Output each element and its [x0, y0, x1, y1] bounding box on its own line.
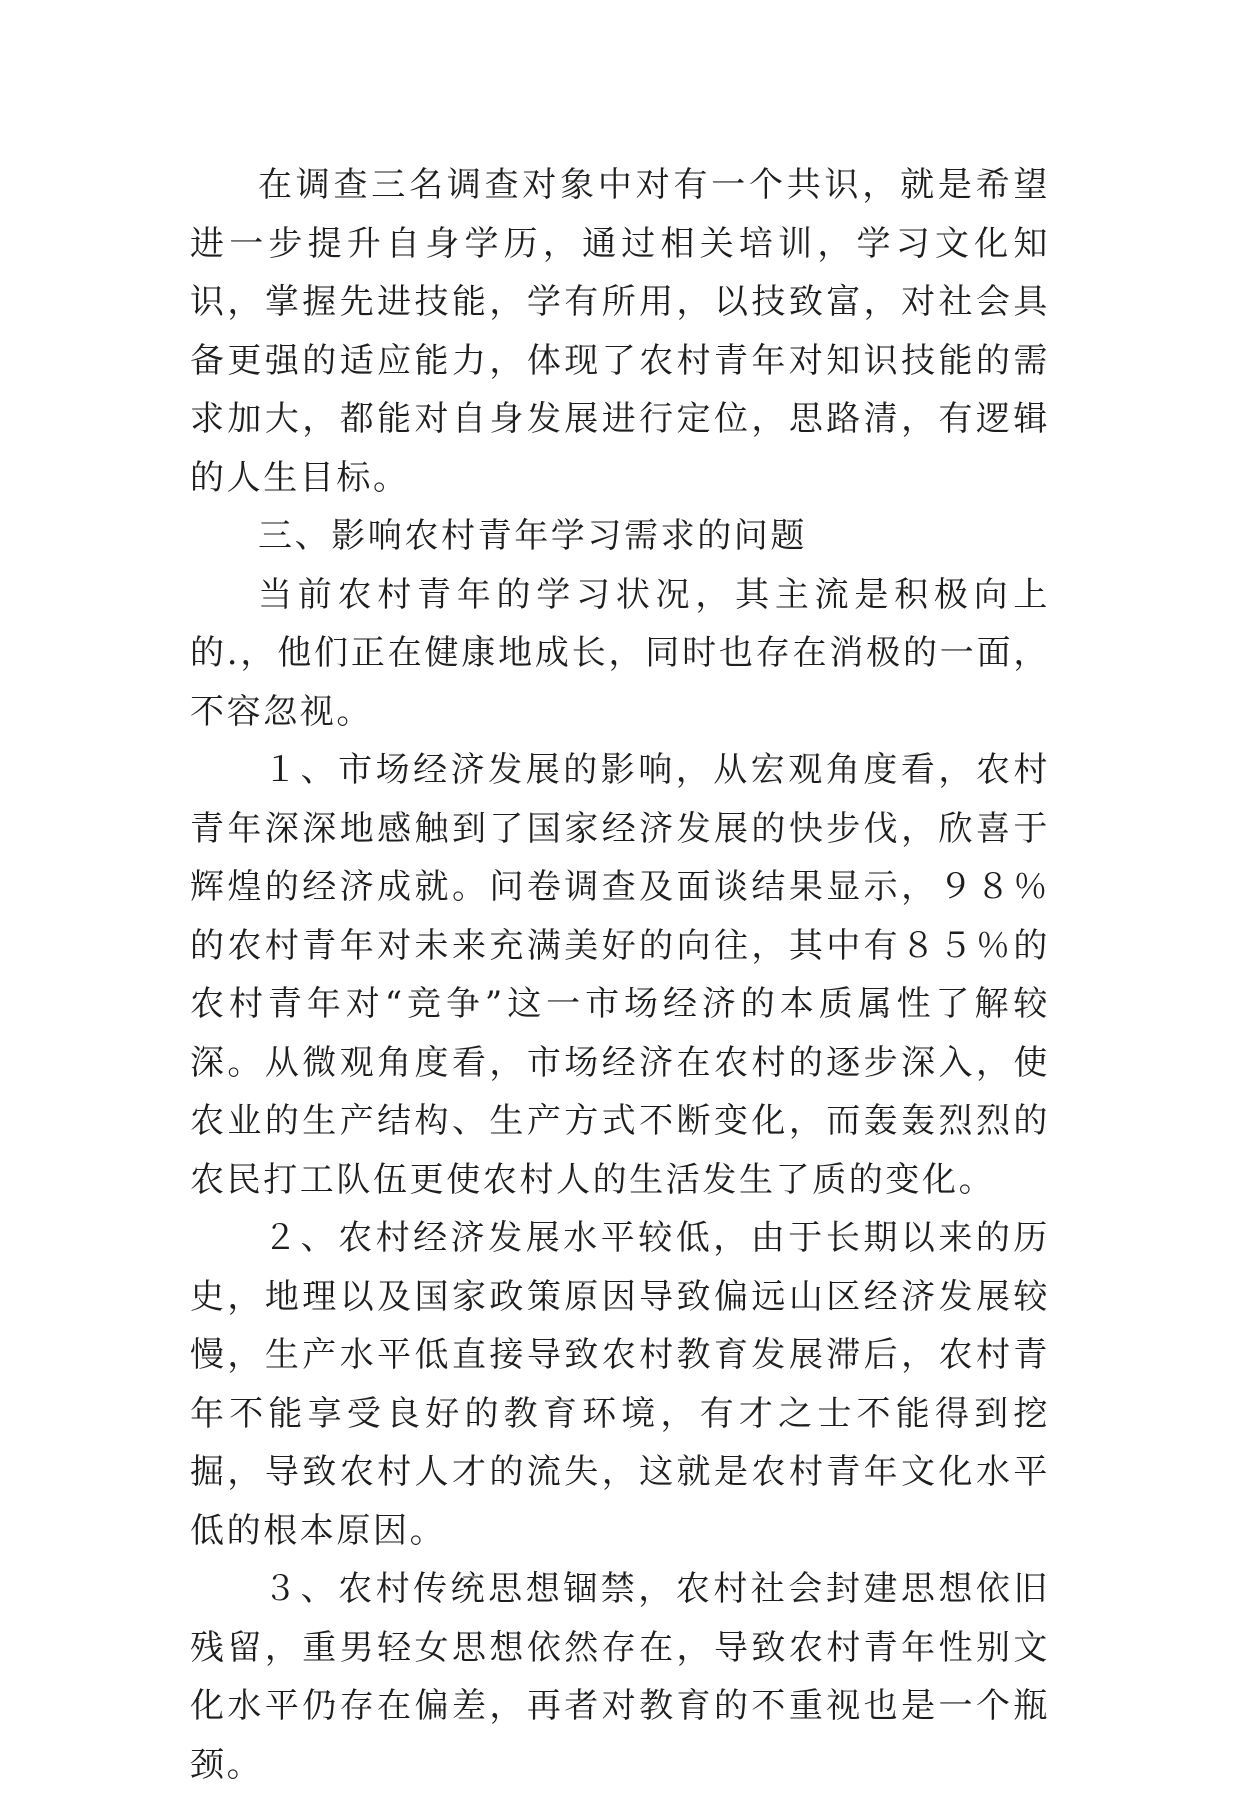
document-body [190, 156, 1050, 1794]
paragraph-status: 当前农村青年的学习状况，其主流是积极向上的.，他们正在健康地成长，同时也存在消极的一面，不容忽视。 [190, 574, 1050, 732]
paragraph-point-2: ２、农村经济发展水平较低，由于长期以来的历史，地理以及国家政策原因导致偏远山区经济发展较慢，生产水平低直接导致农村教育发展滞后，农村青年不能享受良好的教育环境，有才之士不能得到挖掘，导致农村人才的流失，这就是农村青年文化水平低的根本原因。 [190, 1218, 1050, 1551]
section-heading: 三、影响农村青年学习需求的问题 [258, 516, 807, 556]
paragraph-point-3: ３、农村传统思想锢禁，农村社会封建思想依旧残留，重男轻女思想依然存在，导致农村青年性别文化水平仍存在偏差，再者对教育的不重视也是一个瓶颈。 [190, 1569, 1050, 1785]
paragraph-consensus: 在调查三名调查对象中对有一个共识，就是希望进一步提升自身学历，通过相关培训，学习文化知识，掌握先进技能，学有所用，以技致富，对社会具备更强的适应能力，体现了农村青年对知识技能的需求加大，都能对自身发展进行定位，思路清，有逻辑的人生目标。 [190, 165, 1050, 498]
paragraph-point-1: １、市场经济发展的影响，从宏观角度看，农村青年深深地感触到了国家经济发展的快步伐，欣喜于辉煌的经济成就。问卷调查及面谈结果显示，９８％的农村青年对未来充满美好的向往，其中有８５％的农村青年对“竞争”这一市场经济的本质属性了解较深。从微观角度看，市场经济在农村的逐步深入，使农业的生产结构、生产方式不断变化，而轰轰烈烈的农民打工队伍更使农村人的生活发生了质的变化。 [190, 750, 1050, 1200]
